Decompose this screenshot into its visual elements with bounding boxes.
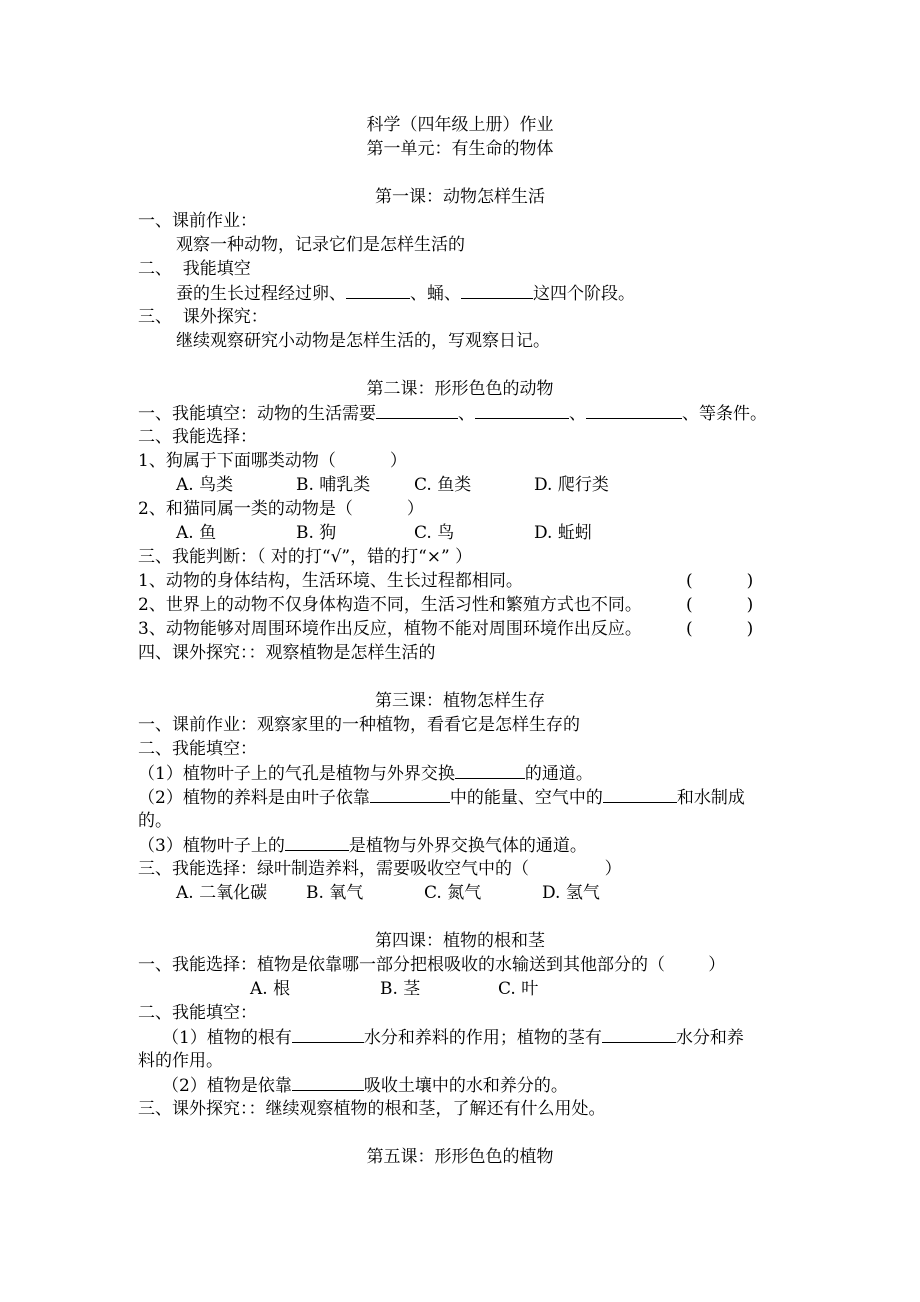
fill-blank[interactable] <box>292 1074 364 1091</box>
lesson4-section2: 二、我能填空： <box>138 1003 257 1023</box>
option-b[interactable]: B. 茎 <box>380 979 421 999</box>
lesson3-section1: 一、课前作业：观察家里的一种植物，看看它是怎样生存的 <box>138 715 580 735</box>
lesson2-choose-heading: 二、我能选择： <box>138 427 257 447</box>
fill-blank[interactable] <box>461 282 533 299</box>
option-b[interactable]: B. 氧气 <box>306 883 364 903</box>
option-c[interactable]: C. 鱼类 <box>414 475 472 495</box>
lesson1-section3-text: 继续观察研究小动物是怎样生活的，写观察日记。 <box>176 331 550 351</box>
fill-blank[interactable] <box>346 282 410 299</box>
option-a[interactable]: A. 鸟类 <box>176 475 234 495</box>
lesson3-section3: 三、我能选择：绿叶制造养料，需要吸收空气中的（ ） <box>138 859 622 879</box>
lesson4-section1: 一、我能选择：植物是依靠哪一部分把根吸收的水输送到其他部分的（ ） <box>138 955 726 975</box>
option-a[interactable]: A. 二氧化碳 <box>176 883 268 903</box>
option-a[interactable]: A. 鱼 <box>176 523 217 543</box>
fill-blank[interactable] <box>292 1026 364 1043</box>
lesson3-title: 第三课：植物怎样生存 <box>375 691 545 711</box>
judge-item-2: 2、世界上的动物不仅身体构造不同，生活习性和繁殖方式也不同。 <box>138 595 642 615</box>
lesson4-fill-1-cont: 料的作用。 <box>138 1051 223 1071</box>
lesson1-title: 第一课：动物怎样生活 <box>375 187 545 207</box>
lesson3-fill-1: （1）植物叶子上的气孔是植物与外界交换 的通道。 <box>138 764 593 784</box>
lesson1-section1: 一、课前作业： <box>138 211 257 231</box>
fill-blank[interactable] <box>376 402 458 419</box>
lesson2-fill-line: 一、我能填空：动物的生活需要 、 、 、等条件。 <box>138 404 767 424</box>
judge-item-3: 3、动物能够对周围环境作出反应，植物不能对周围环境作出反应。 <box>138 619 642 639</box>
option-d[interactable]: D. 蚯蚓 <box>534 523 592 543</box>
lesson1-section2: 二、 我能填空 <box>138 259 251 279</box>
option-c[interactable]: C. 鸟 <box>414 523 455 543</box>
lesson2-question1: 1、狗属于下面哪类动物（ ） <box>138 451 407 471</box>
lesson4-title: 第四课：植物的根和茎 <box>375 931 545 951</box>
lesson2-judge-heading: 三、我能判断：（ 对的打“√”，错的打“×” ） <box>138 547 473 567</box>
lesson1-section3: 三、 课外探究： <box>138 307 268 327</box>
option-d[interactable]: D. 爬行类 <box>534 475 609 495</box>
fill-blank[interactable] <box>475 402 569 419</box>
lesson5-title: 第五课：形形色色的植物 <box>366 1147 554 1167</box>
lesson3-fill-3: （3）植物叶子上的 是植物与外界交换气体的通道。 <box>138 836 587 856</box>
lesson3-section2: 二、我能填空： <box>138 739 257 759</box>
fill-blank[interactable] <box>603 786 677 803</box>
option-a[interactable]: A. 根 <box>250 979 291 999</box>
lesson2-question2: 2、和猫同属一类的动物是（ ） <box>138 499 424 519</box>
lesson4-section3: 三、课外探究：：继续观察植物的根和茎，了解还有什么用处。 <box>138 1099 606 1119</box>
option-b[interactable]: B. 哺乳类 <box>296 475 371 495</box>
fill-blank[interactable] <box>586 402 682 419</box>
lesson1-section1-text: 观察一种动物，记录它们是怎样生活的 <box>176 235 465 255</box>
judge-item-1: 1、动物的身体结构，生活环境、生长过程都相同。 <box>138 571 523 591</box>
option-c[interactable]: C. 氮气 <box>424 883 482 903</box>
answer-parentheses[interactable]: ( ) <box>686 571 754 591</box>
worksheet-title: 科学（四年级上册）作业 <box>366 115 554 135</box>
fill-blank[interactable] <box>285 834 349 851</box>
lesson4-fill-1: （1）植物的根有 水分和养料的作用；植物的茎有 水分和养 <box>162 1028 744 1048</box>
lesson2-title: 第二课：形形色色的动物 <box>366 379 554 399</box>
lesson2-explore: 四、课外探究：：观察植物是怎样生活的 <box>138 643 436 663</box>
lesson1-fill-line: 蚕的生长过程经过卵、 、蛹、 这四个阶段。 <box>176 284 635 304</box>
lesson3-fill-2: （2）植物的养料是由叶子依靠 中的能量、空气中的 和水制成 <box>138 788 745 808</box>
lesson4-fill-2: （2）植物是依靠 吸收土壤中的水和养分的。 <box>162 1076 568 1096</box>
fill-blank[interactable] <box>370 786 450 803</box>
option-b[interactable]: B. 狗 <box>296 523 337 543</box>
fill-blank[interactable] <box>455 762 525 779</box>
option-c[interactable]: C. 叶 <box>498 979 539 999</box>
unit-title: 第一单元：有生命的物体 <box>366 139 554 159</box>
option-d[interactable]: D. 氢气 <box>542 883 600 903</box>
answer-parentheses[interactable]: ( ) <box>686 619 754 639</box>
answer-parentheses[interactable]: ( ) <box>686 595 754 615</box>
lesson3-fill-2-cont: 的。 <box>138 811 172 831</box>
fill-blank[interactable] <box>602 1026 676 1043</box>
